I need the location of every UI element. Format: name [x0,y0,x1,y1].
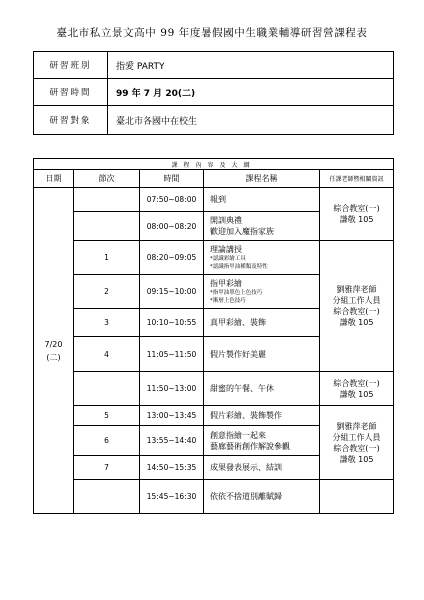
period-cell [74,212,140,241]
teacher-line: 謙敬 105 [339,318,374,327]
teacher-cell-empty [320,480,394,514]
period-cell [74,372,140,406]
course-cell [204,480,320,514]
time-cell: 13:55~14:40 [140,426,204,456]
table-row [34,406,394,426]
table-row [34,372,394,406]
time-cell: 07:50~08:00 [140,188,204,212]
info-row-class [34,52,394,79]
class-value: 指愛 PARTY [108,52,394,79]
band-row [34,159,394,170]
info-table [33,51,394,135]
time-cell: 08:20~09:05 [140,241,204,275]
course-cell [204,372,320,406]
course-name: 甜蜜的午餐、午休 [210,384,274,393]
header-row [34,170,394,188]
time-cell: 08:00~08:20 [140,212,204,241]
date-weekday: (二) [46,352,61,362]
teacher-cell [320,241,394,372]
table-row [34,188,394,212]
teacher-cell [320,188,394,241]
course-name: 理論講授 [210,245,242,254]
table-row [34,480,394,514]
header-period: 節次 [74,170,140,188]
course-sub: *認識彩繪工具 [210,256,246,262]
teacher-line: 謙敬 105 [339,389,374,399]
target-value: 臺北市各國中在校生 [108,106,394,135]
teacher-line: 綜合教室(一) [333,307,380,316]
course-name: 假片製作好美麗 [210,349,266,359]
time-cell: 11:05~11:50 [140,337,204,372]
period-cell [74,188,140,212]
course-sub: *認識指甲油種類及特性 [210,264,268,270]
time-cell: 14:50~15:35 [140,456,204,480]
teacher-line: 劉雅萍老師 [336,285,377,294]
class-label: 研習班別 [34,52,108,79]
course-cell [204,309,320,337]
course-cell [204,337,320,372]
time-cell: 15:45~16:30 [140,480,204,514]
course-name: 報到 [210,195,226,204]
teacher-line: 綜合教室(一) [333,204,380,213]
time-cell: 13:00~13:45 [140,406,204,426]
band-label: 課程內容及大綱 [34,159,394,170]
page-title: 臺北市私立景文高中 99 年度暑假國中生職業輔導研習營課程表 [56,27,368,39]
course-sub: *指甲油單色上色技巧 [210,290,263,296]
teacher-line: 綜合教室(一) [333,378,380,388]
teacher-line: 分組工作人員 [332,296,381,305]
schedule-table [33,158,394,514]
teacher-line: 分組工作人員 [332,432,381,442]
course-name: 假片彩繪、裝飾製作 [210,411,282,420]
course-cell [204,426,320,456]
course-cell [204,212,320,241]
header-teacher: 任課老師暨相關資訊 [320,170,394,188]
date-day: 7/20 [44,339,63,349]
course-name: 依依不捨道別離賦歸 [210,492,282,501]
teacher-line: 綜合教室(一) [333,443,380,453]
teacher-line: 劉雅萍老師 [336,421,377,431]
period-cell: 2 [74,275,140,309]
course-name: 真甲彩繪、裝飾 [210,318,266,327]
teacher-cell [320,372,394,406]
period-cell: 7 [74,456,140,480]
course-cell [204,275,320,309]
date-cell [34,188,74,514]
course-name: 創意指繪一起來 [210,430,266,440]
course-name: 成果發表展示、結訓 [210,463,282,472]
teacher-line: 謙敬 105 [339,215,374,224]
header-time: 時間 [140,170,204,188]
time-value: 99 年 7 月 20(二) [108,79,394,106]
time-label: 研習時間 [34,79,108,106]
header-course: 課程名稱 [204,170,320,188]
period-cell: 6 [74,426,140,456]
course-cell [204,406,320,426]
period-cell: 5 [74,406,140,426]
period-cell: 4 [74,337,140,372]
time-cell: 11:50~13:00 [140,372,204,406]
time-cell: 10:10~10:55 [140,309,204,337]
teacher-line: 謙敬 105 [339,454,374,464]
time-cell: 09:15~10:00 [140,275,204,309]
table-row [34,241,394,275]
course-name-2: 歡迎加入魔指家族 [210,227,274,236]
period-cell [74,480,140,514]
course-cell [204,188,320,212]
info-row-time [34,79,394,106]
course-sub: *漸層上色技巧 [210,298,246,304]
target-label: 研習對象 [34,106,108,135]
course-name: 指甲彩繪 [210,279,242,288]
period-cell: 1 [74,241,140,275]
course-name: 開訓典禮 [210,216,242,225]
course-cell [204,241,320,275]
course-cell [204,456,320,480]
teacher-cell [320,406,394,480]
course-name-2: 藝廊藝術創作解說參觀 [210,441,290,451]
period-cell: 3 [74,309,140,337]
info-row-target [34,106,394,135]
header-date: 日期 [34,170,74,188]
